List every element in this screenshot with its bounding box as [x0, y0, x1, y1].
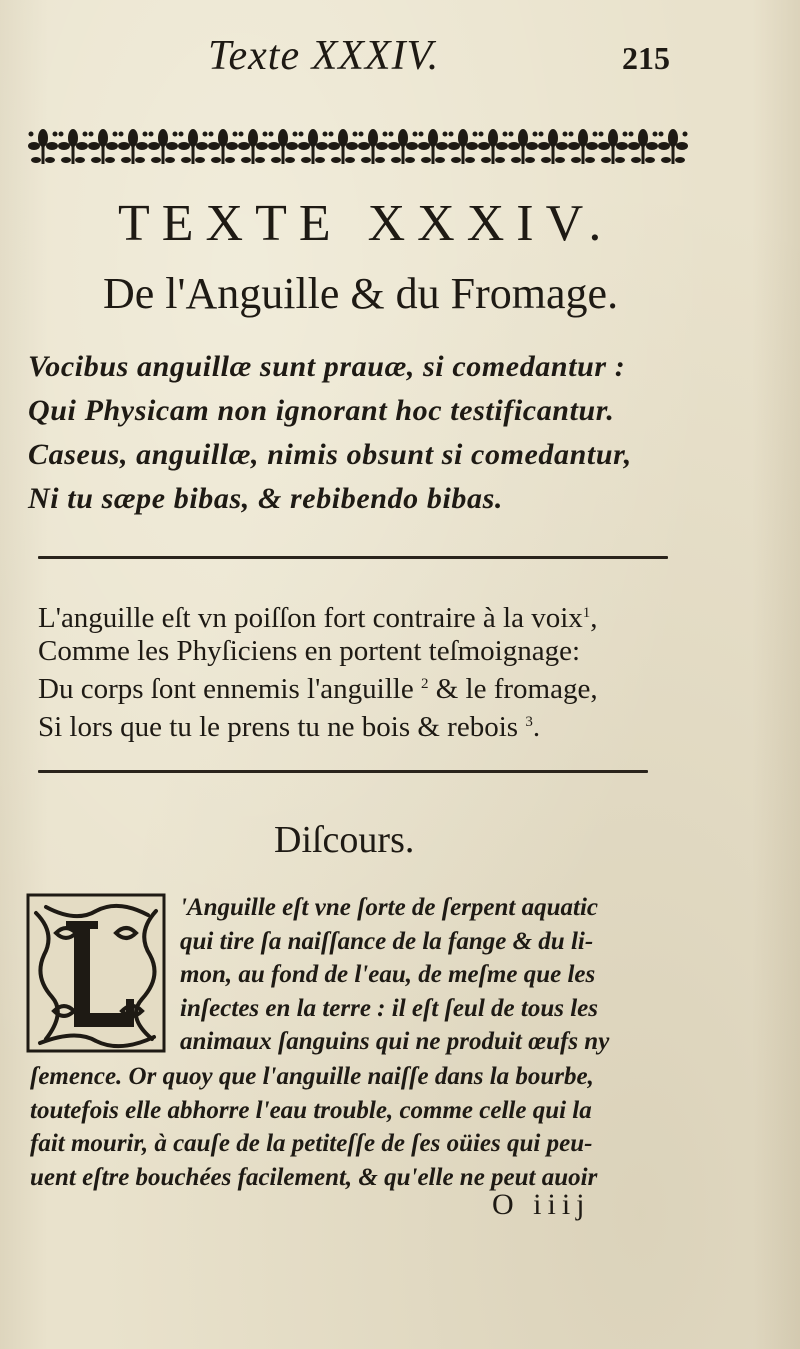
discourse-full-block — [30, 1060, 730, 1194]
fleuron-icon — [598, 129, 628, 164]
verse-tail: , — [590, 602, 598, 634]
fleuron-icon — [178, 129, 208, 164]
latin-verse — [28, 345, 708, 521]
fleuron-icon — [328, 129, 358, 164]
running-title — [208, 32, 439, 80]
running-head — [0, 28, 800, 78]
french-verse-line — [38, 668, 738, 706]
verse-text: Comme les Phyſiciens en portent teſmoignage: — [38, 635, 581, 667]
fleuron-icon — [88, 129, 118, 164]
chapter-subtitle: De l'Anguille & du Fromage. — [103, 269, 619, 318]
fleuron-icon — [118, 129, 148, 164]
discourse-line: fait mourir, à cauſe de la petiteſſe de ſes oüies qui peu- — [30, 1130, 593, 1157]
verse-text: L'anguille eſt vn poiſſon fort contraire à la voix — [38, 602, 583, 634]
fleuron-icon — [358, 129, 388, 164]
fleuron-icon — [298, 129, 328, 164]
french-verse — [38, 597, 738, 744]
fleuron-icon — [418, 129, 448, 164]
footnote-marker: 1 — [582, 605, 591, 621]
latin-verse-line: Caseus, anguillæ, nimis obsunt si comedantur, — [28, 438, 632, 471]
latin-verse-line: Vocibus anguillæ sunt prauæ, si comedantur : — [28, 350, 626, 383]
section-title: Diſcours. — [274, 819, 415, 861]
fleuron-band-icon — [28, 118, 688, 178]
fleuron-icon — [148, 129, 178, 164]
fleuron-icon — [388, 129, 418, 164]
decorated-initial-L-icon — [26, 893, 166, 1053]
discourse-line: qui tire ſa naiſſance de la fange & du li- — [180, 927, 594, 955]
fleuron-icon — [478, 129, 508, 164]
discourse-line: inſectes en la terre : il eſt ſeul de tous les — [180, 994, 598, 1022]
fleuron-icon — [658, 129, 688, 164]
french-verse-line — [38, 635, 738, 668]
verse-tail: . — [532, 711, 541, 743]
fleuron-icon — [568, 129, 598, 164]
chapter-heading: TEXTE XXXIV. — [118, 195, 614, 252]
page-number: 215 — [622, 40, 670, 76]
fleuron-icon — [538, 129, 568, 164]
fleuron-icon — [238, 129, 268, 164]
discourse-line: uent eſtre bouchées facilement, & qu'elle ne peut auoir — [30, 1163, 598, 1191]
fleuron-icon — [28, 129, 58, 164]
discourse-line: 'Anguille eſt vne ſorte de ſerpent aquatic — [180, 894, 599, 921]
discourse-line: ſemence. Or quoy que l'anguille naiſſe dans la bourbe, — [30, 1063, 594, 1090]
fleuron-icon — [58, 129, 88, 164]
discourse-line: toutefois elle abhorre l'eau trouble, comme celle qui la — [30, 1096, 592, 1124]
french-verse-line — [38, 706, 738, 744]
verse-text: Du corps ſont ennemis l'anguille — [38, 673, 414, 705]
fleuron-icon — [448, 129, 478, 164]
divider-rule — [38, 556, 668, 559]
divider-rule — [38, 770, 648, 773]
signature-mark: O iiij — [492, 1188, 591, 1221]
latin-verse-line: Ni tu sæpe bibas, & rebibendo bibas. — [28, 482, 503, 515]
french-verse-line — [38, 597, 738, 635]
fleuron-icon — [508, 129, 538, 164]
footnote-marker: 2 — [420, 676, 429, 692]
verse-tail: & le fromage, — [428, 673, 598, 705]
discourse-line: animaux ſanguins qui ne produit œufs ny — [180, 1028, 610, 1055]
verse-text: Si lors que tu le prens tu ne bois & rebois — [38, 711, 519, 743]
footnote-marker: 3 — [525, 714, 533, 730]
discourse-indented-block — [180, 891, 700, 1059]
running-title-text: Texte XXXIV. — [208, 33, 440, 79]
discourse-line: mon, au fond de l'eau, de meſme que les — [180, 961, 596, 988]
fleuron-icon — [208, 129, 238, 164]
fleuron-icon — [628, 129, 658, 164]
latin-verse-line: Qui Physicam non ignorant hoc testificantur. — [28, 394, 615, 427]
fleuron-icon — [268, 129, 298, 164]
